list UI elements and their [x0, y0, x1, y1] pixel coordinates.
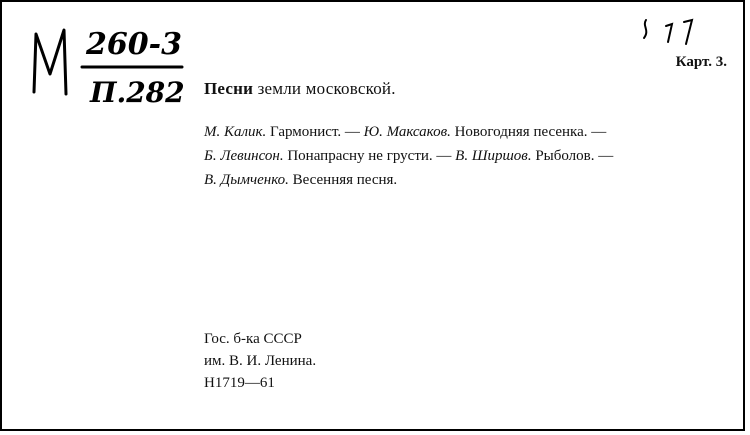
author-name: Б. Левинсон.	[204, 148, 284, 164]
title-first-word: Песни	[204, 79, 254, 98]
imprint-line-2: им. В. И. Ленина.	[204, 353, 317, 369]
work-title: Гармонист. —	[266, 124, 364, 140]
author-name: М. Калик.	[204, 124, 267, 140]
library-imprint	[204, 328, 316, 394]
card-number: Карт. 3.	[675, 54, 727, 70]
handwritten-shelf-mark	[30, 24, 190, 108]
main-title	[204, 79, 396, 99]
author-name: В. Ширшов.	[455, 148, 532, 164]
contents-line	[204, 120, 739, 144]
work-title: Понапрасну не грусти. —	[283, 148, 456, 164]
imprint-line-1: Гос. б-ка СССР	[204, 331, 302, 347]
contents-list	[204, 120, 739, 192]
shelf-mark-drawing	[30, 24, 190, 108]
author-name: В. Дымченко.	[204, 172, 289, 188]
author-name: Ю. Максаков.	[363, 124, 451, 140]
contents-line	[204, 168, 739, 192]
imprint-line-3: Н1719—61	[204, 375, 275, 391]
work-title: Новогодняя песенка. —	[450, 124, 607, 140]
shelf-mark-top-code: 260-3	[86, 27, 182, 62]
shelf-mark-bottom-code: П.282	[90, 76, 185, 108]
work-title: Рыболов. —	[531, 148, 614, 164]
work-title: Весенняя песня.	[288, 172, 398, 188]
contents-line	[204, 144, 739, 168]
corner-scribble	[640, 16, 710, 52]
title-rest: земли московской.	[253, 79, 396, 98]
